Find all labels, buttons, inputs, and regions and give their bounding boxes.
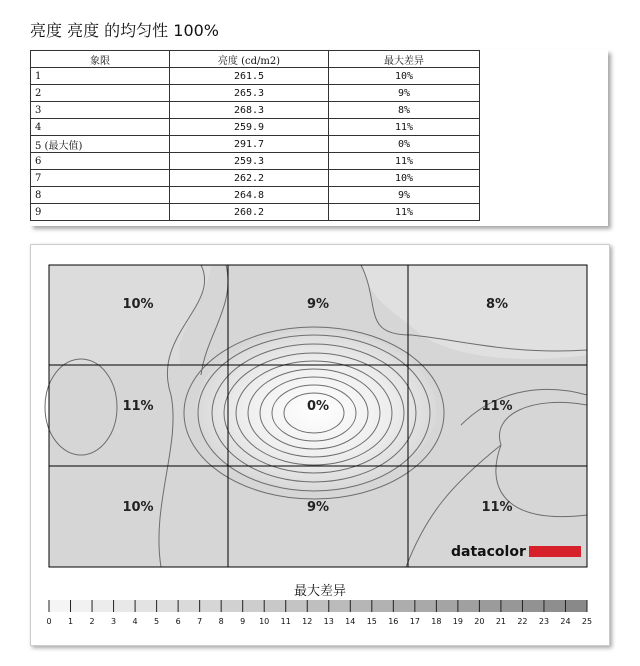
- uniformity-map: [31, 245, 609, 645]
- legend-swatch: [393, 600, 415, 612]
- quadrant-cell: 1: [31, 68, 170, 85]
- uniformity-table-panel: [30, 50, 608, 226]
- legend-tick-label: 1: [67, 617, 74, 626]
- column-header-quadrant: 象限: [31, 51, 170, 68]
- quadrant-label-5: 0%: [306, 399, 330, 414]
- table-row: [31, 170, 480, 187]
- legend-title: 最大差异: [293, 584, 347, 599]
- table-row: [31, 136, 480, 153]
- uniformity-map-panel: [30, 244, 610, 646]
- quadrant-label-7: 10%: [122, 500, 154, 515]
- legend-tick-label: 12: [302, 617, 313, 626]
- legend-swatch: [544, 600, 566, 612]
- quadrant-cell: 4: [31, 119, 170, 136]
- legend-swatch: [415, 600, 437, 612]
- quadrant-cell: 7: [31, 170, 170, 187]
- legend-swatch: [92, 600, 114, 612]
- legend-tick-label: 10: [259, 617, 270, 626]
- legend-swatch: [329, 600, 351, 612]
- legend-swatch: [264, 600, 286, 612]
- legend-tick-label: 14: [345, 617, 356, 626]
- legend-swatch: [49, 600, 71, 612]
- max-diff-cell: 10%: [329, 68, 480, 85]
- quadrant-label-4: 11%: [122, 399, 154, 414]
- legend-tick-label: 0: [46, 617, 52, 626]
- legend-tick-label: 5: [154, 617, 160, 626]
- table-row: [31, 119, 480, 136]
- luminance-cell: 262.2: [170, 170, 329, 187]
- quadrant-label-6: 11%: [481, 399, 513, 414]
- legend-tick-label: 3: [111, 617, 117, 626]
- legend-swatch: [221, 600, 243, 612]
- luminance-cell: 259.3: [170, 153, 329, 170]
- table-header-row: [31, 51, 480, 68]
- max-diff-cell: 11%: [329, 153, 480, 170]
- legend-tick-label: 7: [197, 617, 203, 626]
- legend-swatch: [350, 600, 372, 612]
- max-diff-cell: 9%: [329, 187, 480, 204]
- quadrant-label-1: 10%: [122, 297, 154, 312]
- legend-tick-label: 17: [409, 617, 420, 626]
- legend-tick-label: 11: [280, 617, 291, 626]
- legend-tick-label: 21: [495, 617, 507, 626]
- legend-tick-label: 23: [538, 617, 550, 626]
- page-title: 亮度 亮度 的均匀性 100%: [30, 21, 220, 40]
- legend-swatch: [200, 600, 222, 612]
- legend-swatch: [458, 600, 480, 612]
- quadrant-cell: 9: [31, 204, 170, 221]
- legend-swatch: [243, 600, 265, 612]
- legend-tick-label: 24: [560, 617, 571, 626]
- luminance-cell: 268.3: [170, 102, 329, 119]
- quadrant-cell: 8: [31, 187, 170, 204]
- legend-tick-label: 15: [366, 617, 377, 626]
- table-row: [31, 102, 480, 119]
- legend-tick-label: 13: [323, 617, 334, 626]
- legend-swatch: [157, 600, 179, 612]
- max-diff-cell: 10%: [329, 170, 480, 187]
- legend-tick-label: 20: [474, 617, 485, 626]
- datacolor-logo-bar: [529, 546, 581, 557]
- max-diff-cell: 8%: [329, 102, 480, 119]
- legend-tick-label: 9: [240, 617, 246, 626]
- quadrant-label-9: 11%: [481, 500, 513, 515]
- max-diff-cell: 0%: [329, 136, 480, 153]
- legend-tick-label: 8: [218, 617, 224, 626]
- max-diff-cell: 11%: [329, 204, 480, 221]
- legend-tick-label: 25: [581, 617, 593, 626]
- legend-tick-label: 6: [175, 617, 181, 626]
- legend-swatch: [436, 600, 458, 612]
- table-row: [31, 153, 480, 170]
- max-diff-cell: 11%: [329, 119, 480, 136]
- legend-swatch: [372, 600, 394, 612]
- uniformity-table: [30, 50, 480, 221]
- legend-swatch: [501, 600, 523, 612]
- max-diff-cell: 9%: [329, 85, 480, 102]
- legend-tick-label: 16: [388, 617, 399, 626]
- legend-tick-label: 2: [89, 617, 95, 626]
- column-header-max-diff: 最大差异: [329, 51, 480, 68]
- legend-swatch: [286, 600, 308, 612]
- quadrant-label-2: 9%: [306, 297, 330, 312]
- luminance-cell: 264.8: [170, 187, 329, 204]
- legend-tick-label: 18: [431, 617, 442, 626]
- legend-swatch: [114, 600, 136, 612]
- luminance-cell: 265.3: [170, 85, 329, 102]
- legend-swatch: [307, 600, 329, 612]
- legend-tick-label: 22: [517, 617, 528, 626]
- quadrant-cell: 6: [31, 153, 170, 170]
- legend-tick-label: 4: [132, 617, 138, 626]
- luminance-cell: 261.5: [170, 68, 329, 85]
- table-row: [31, 187, 480, 204]
- luminance-cell: 291.7: [170, 136, 329, 153]
- luminance-cell: 259.9: [170, 119, 329, 136]
- legend-swatch: [135, 600, 157, 612]
- legend-tick-label: 19: [452, 617, 463, 626]
- luminance-cell: 260.2: [170, 204, 329, 221]
- quadrant-cell: 3: [31, 102, 170, 119]
- quadrant-cell: 2: [31, 85, 170, 102]
- quadrant-label-8: 9%: [306, 500, 330, 515]
- legend-scale: [46, 600, 592, 626]
- legend-swatch: [522, 600, 544, 612]
- table-row: [31, 85, 480, 102]
- legend-swatch: [71, 600, 93, 612]
- table-row: [31, 204, 480, 221]
- legend-swatch: [565, 600, 587, 612]
- column-header-luminance: 亮度 (cd/m2): [170, 51, 329, 68]
- table-row: [31, 68, 480, 85]
- datacolor-logo: datacolor: [451, 544, 526, 560]
- legend-swatch: [178, 600, 200, 612]
- quadrant-cell: 5 (最大值): [31, 136, 170, 153]
- quadrant-label-3: 8%: [485, 297, 509, 312]
- legend-swatch: [479, 600, 501, 612]
